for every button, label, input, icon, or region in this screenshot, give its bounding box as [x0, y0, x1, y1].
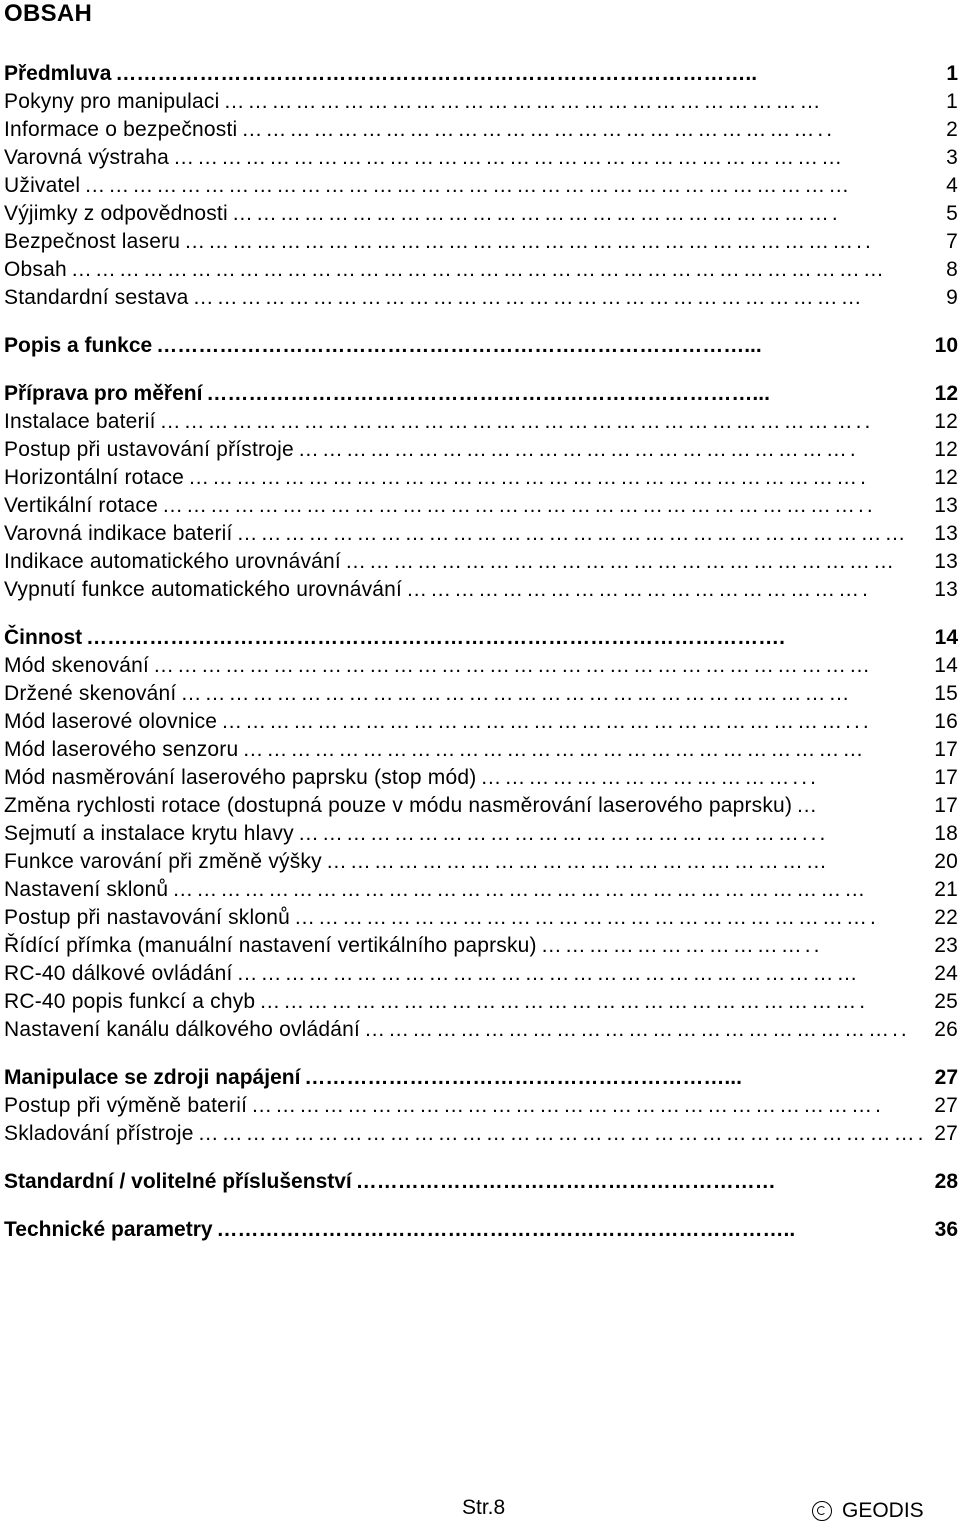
toc-entry-label: Standardní sestava: [4, 286, 189, 309]
toc-entry-label: Držené skenování: [4, 682, 177, 705]
toc-page-number: 27: [934, 1122, 958, 1145]
toc-leader-dots: ……………………………………………………………………...: [206, 382, 770, 405]
toc-entry-label: Technické parametry: [4, 1218, 213, 1241]
toc-entry-label: Postup při výměně baterií: [4, 1094, 248, 1117]
toc-leader-dots: ……………………………………………………………….: [293, 906, 879, 929]
toc-page-number: 12: [934, 382, 958, 405]
toc-entry: [4, 492, 958, 520]
page-title: OBSAH: [4, 0, 93, 27]
toc-page-number: 7: [946, 230, 958, 253]
toc-leader-dots: ………………………………………………………: [325, 850, 830, 873]
toc-entry-label: Výjimky z odpovědnosti: [4, 202, 228, 225]
toc-leader-dots: ……………………………………………………………………: [242, 738, 867, 761]
toc-section-heading: [4, 60, 958, 88]
toc-entry: [4, 932, 958, 960]
toc-entry-label: Varovná výstraha: [4, 146, 170, 169]
toc-entry-label: Postup při nastavování sklonů: [4, 906, 290, 929]
toc-entry-label: Mód laserové olovnice: [4, 710, 218, 733]
toc-entry-label: Mód skenování: [4, 654, 150, 677]
toc-entry-label: Horizontální rotace: [4, 466, 185, 489]
toc-entry-label: Standardní / volitelné příslušenství: [4, 1170, 352, 1193]
toc-leader-dots: …………………………………………………………………………...: [156, 334, 762, 357]
toc-entry-label: Nastavení kanálu dálkového ovládání: [4, 1018, 361, 1041]
toc-entry-label: Vertikální rotace: [4, 494, 158, 517]
toc-leader-dots: ……………………………………………………………………………………: [84, 174, 853, 197]
toc-entry-label: RC-40 popis funkcí a chyb: [4, 990, 256, 1013]
toc-page-number: 26: [934, 1018, 958, 1041]
toc-leader-dots: ……………………………………………………………………: [236, 962, 861, 985]
toc-page-number: 1: [946, 62, 958, 85]
toc-entry-label: Varovná indikace baterií: [4, 522, 233, 545]
toc-entry-label: Vypnutí funkce automatického urovnávání: [4, 578, 403, 601]
toc-page-number: 8: [946, 258, 958, 281]
toc-leader-dots: ………………………………………………………………………..: [216, 1218, 796, 1241]
toc-leader-dots: ……………………………………………………………………………: [172, 878, 869, 901]
toc-leader-dots: ……………………………………………………: [355, 1170, 776, 1193]
toc-entry-label: Instalace baterií: [4, 410, 156, 433]
toc-entry-label: Mód laserového senzoru: [4, 738, 239, 761]
toc-entry: [4, 708, 958, 736]
toc-entry: [4, 200, 958, 228]
toc-leader-dots: ………………………………………………………………….: [259, 990, 869, 1013]
toc-page-number: 23: [934, 934, 958, 957]
toc-section-heading: [4, 1064, 958, 1092]
toc-entry-label: Předmluva: [4, 62, 112, 85]
brand-name: GEODIS: [842, 1499, 924, 1522]
toc-leader-dots: …………………………………………………………….: [297, 438, 859, 461]
toc-entry: [4, 144, 958, 172]
toc-leader-dots: ……………………………………………………………………………..: [161, 494, 876, 517]
toc-entry: [4, 652, 958, 680]
toc-entry: [4, 988, 958, 1016]
toc-leader-dots: …………………………………………………………………………..: [184, 230, 874, 253]
toc-entry: [4, 1092, 958, 1120]
toc-entry-label: Uživatel: [4, 174, 81, 197]
toc-page-number: 9: [946, 286, 958, 309]
toc-entry: [4, 792, 958, 820]
toc-entry: [4, 436, 958, 464]
toc-entry: [4, 576, 958, 604]
toc-entry: [4, 876, 958, 904]
toc-page-number: 12: [934, 410, 958, 433]
toc-leader-dots: ………………………………………………….: [406, 578, 871, 601]
toc-page-number: 22: [934, 906, 958, 929]
toc-entry: [4, 228, 958, 256]
toc-leader-dots: …………………………………………………………………………: [192, 286, 865, 309]
toc-page-number: 13: [934, 578, 958, 601]
toc-page-number: 5: [946, 202, 958, 225]
toc-entry-label: Funkce varování při změně výšky: [4, 850, 322, 873]
toc-entry: [4, 172, 958, 200]
toc-entry-label: Činnost: [4, 626, 83, 649]
toc-page-number: 17: [934, 766, 958, 789]
toc-leader-dots: ………………………………………………………………………….: [188, 466, 869, 489]
toc-leader-dots: ……………………………………………………………………...: [221, 710, 872, 733]
toc-leader-dots: …………………………………...: [480, 766, 819, 789]
toc-leader-dots: …………………………………………………………………………: [180, 682, 853, 705]
toc-entry-label: Skladování přístroje: [4, 1122, 194, 1145]
toc-page-number: 24: [934, 962, 958, 985]
toc-page-number: 12: [934, 466, 958, 489]
toc-leader-dots: …………………………………………………………………: [223, 90, 824, 113]
toc-page-number: 17: [934, 794, 958, 817]
toc-entry: [4, 464, 958, 492]
toc-entry: [4, 1016, 958, 1044]
toc-leader-dots: …………………………………………………………………………: [173, 146, 846, 169]
toc-page-number: 20: [934, 850, 958, 873]
toc-section-heading: [4, 1168, 958, 1196]
toc-entry-label: Obsah: [4, 258, 67, 281]
toc-page-number: 17: [934, 738, 958, 761]
toc-leader-dots: ………………………………………………………………..: [241, 118, 836, 141]
toc-entry: [4, 284, 958, 312]
toc-page-number: 3: [946, 146, 958, 169]
toc-entry-label: Sejmutí a instalace krytu hlavy: [4, 822, 294, 845]
toc-leader-dots: ………………………………………………………...: [297, 822, 829, 845]
toc-page-number: 4: [946, 174, 958, 197]
toc-page-number: 25: [934, 990, 958, 1013]
toc-page-number: 13: [934, 522, 958, 545]
toc-page-number: 13: [934, 494, 958, 517]
toc-leader-dots: ……………………………..: [540, 934, 823, 957]
toc-page-number: 21: [934, 878, 958, 901]
toc-entry-label: Změna rychlosti rotace (dostupná pouze v módu nasměrování laserového paprsku): [4, 794, 793, 817]
toc-leader-dots: ………………………………………………………………………………: [153, 654, 874, 677]
toc-leader-dots: …………………………………………………………………………………………: [70, 258, 887, 281]
toc-leader-dots: ……………………………………………………………: [344, 550, 897, 573]
toc-page-number: 1: [946, 90, 958, 113]
toc-section-heading: [4, 624, 958, 652]
toc-entry-label: RC-40 dálkové ovládání: [4, 962, 233, 985]
toc-leader-dots: ………………………………………………………………….: [231, 202, 841, 225]
toc-leader-dots: ……………………………………………………………………………………….: [86, 626, 785, 649]
toc-leader-dots: ……………………………………………………………………………….: [197, 1122, 927, 1145]
toc-entry-label: Mód nasměrování laserového paprsku (stop mód): [4, 766, 477, 789]
toc-entry-label: Bezpečnost laseru: [4, 230, 181, 253]
toc-entry: [4, 680, 958, 708]
toc-page-number: 10: [934, 334, 958, 357]
toc-page-number: 14: [934, 626, 958, 649]
toc-page-number: 27: [934, 1066, 958, 1089]
toc-page-number: 2: [946, 118, 958, 141]
toc-page-number: 27: [934, 1094, 958, 1117]
toc-entry: [4, 408, 958, 436]
toc-entry: [4, 88, 958, 116]
toc-page-number: 13: [934, 550, 958, 573]
toc-entry: [4, 520, 958, 548]
toc-entry-label: Řídící přímka (manuální nastavení vertikálního paprsku): [4, 934, 537, 957]
toc-leader-dots: …………………………………………………………………………: [236, 522, 909, 545]
toc-page-number: 15: [934, 682, 958, 705]
toc-entry: [4, 848, 958, 876]
toc-leader-dots: …: [796, 794, 821, 817]
toc-page-number: 16: [934, 710, 958, 733]
toc-page-number: 18: [934, 822, 958, 845]
toc-entry: [4, 548, 958, 576]
toc-section-heading: [4, 332, 958, 360]
toc-entry: [4, 116, 958, 144]
toc-leader-dots: …………………………………………………………………….: [251, 1094, 884, 1117]
toc-section-heading: [4, 380, 958, 408]
table-of-contents: [4, 60, 958, 1244]
toc-leader-dots: ………………………………………………………………………………..: [115, 62, 758, 85]
toc-entry-label: Informace o bezpečnosti: [4, 118, 238, 141]
toc-leader-dots: ……………………………………………………...: [304, 1066, 742, 1089]
toc-entry-label: Pokyny pro manipulaci: [4, 90, 220, 113]
toc-leader-dots: …………………………………………………………..: [364, 1018, 910, 1041]
toc-entry-label: Příprava pro měření: [4, 382, 203, 405]
toc-entry: [4, 904, 958, 932]
toc-entry-label: Popis a funkce: [4, 334, 153, 357]
toc-entry: [4, 960, 958, 988]
toc-page-number: 36: [934, 1218, 958, 1241]
toc-entry: [4, 256, 958, 284]
page-number: Str.8: [462, 1496, 506, 1519]
toc-entry-label: Postup při ustavování přístroje: [4, 438, 294, 461]
toc-entry: [4, 764, 958, 792]
toc-entry: [4, 1120, 958, 1148]
toc-entry: [4, 820, 958, 848]
toc-entry-label: Manipulace se zdroji napájení: [4, 1066, 301, 1089]
toc-page-number: 14: [934, 654, 958, 677]
toc-section-heading: [4, 1216, 958, 1244]
toc-leader-dots: ……………………………………………………………………………..: [159, 410, 874, 433]
copyright-icon: [812, 1501, 832, 1521]
toc-page-number: 28: [934, 1170, 958, 1193]
toc-page-number: 12: [934, 438, 958, 461]
toc-entry: [4, 736, 958, 764]
toc-entry-label: Nastavení sklonů: [4, 878, 169, 901]
toc-entry-label: Indikace automatického urovnávání: [4, 550, 341, 573]
